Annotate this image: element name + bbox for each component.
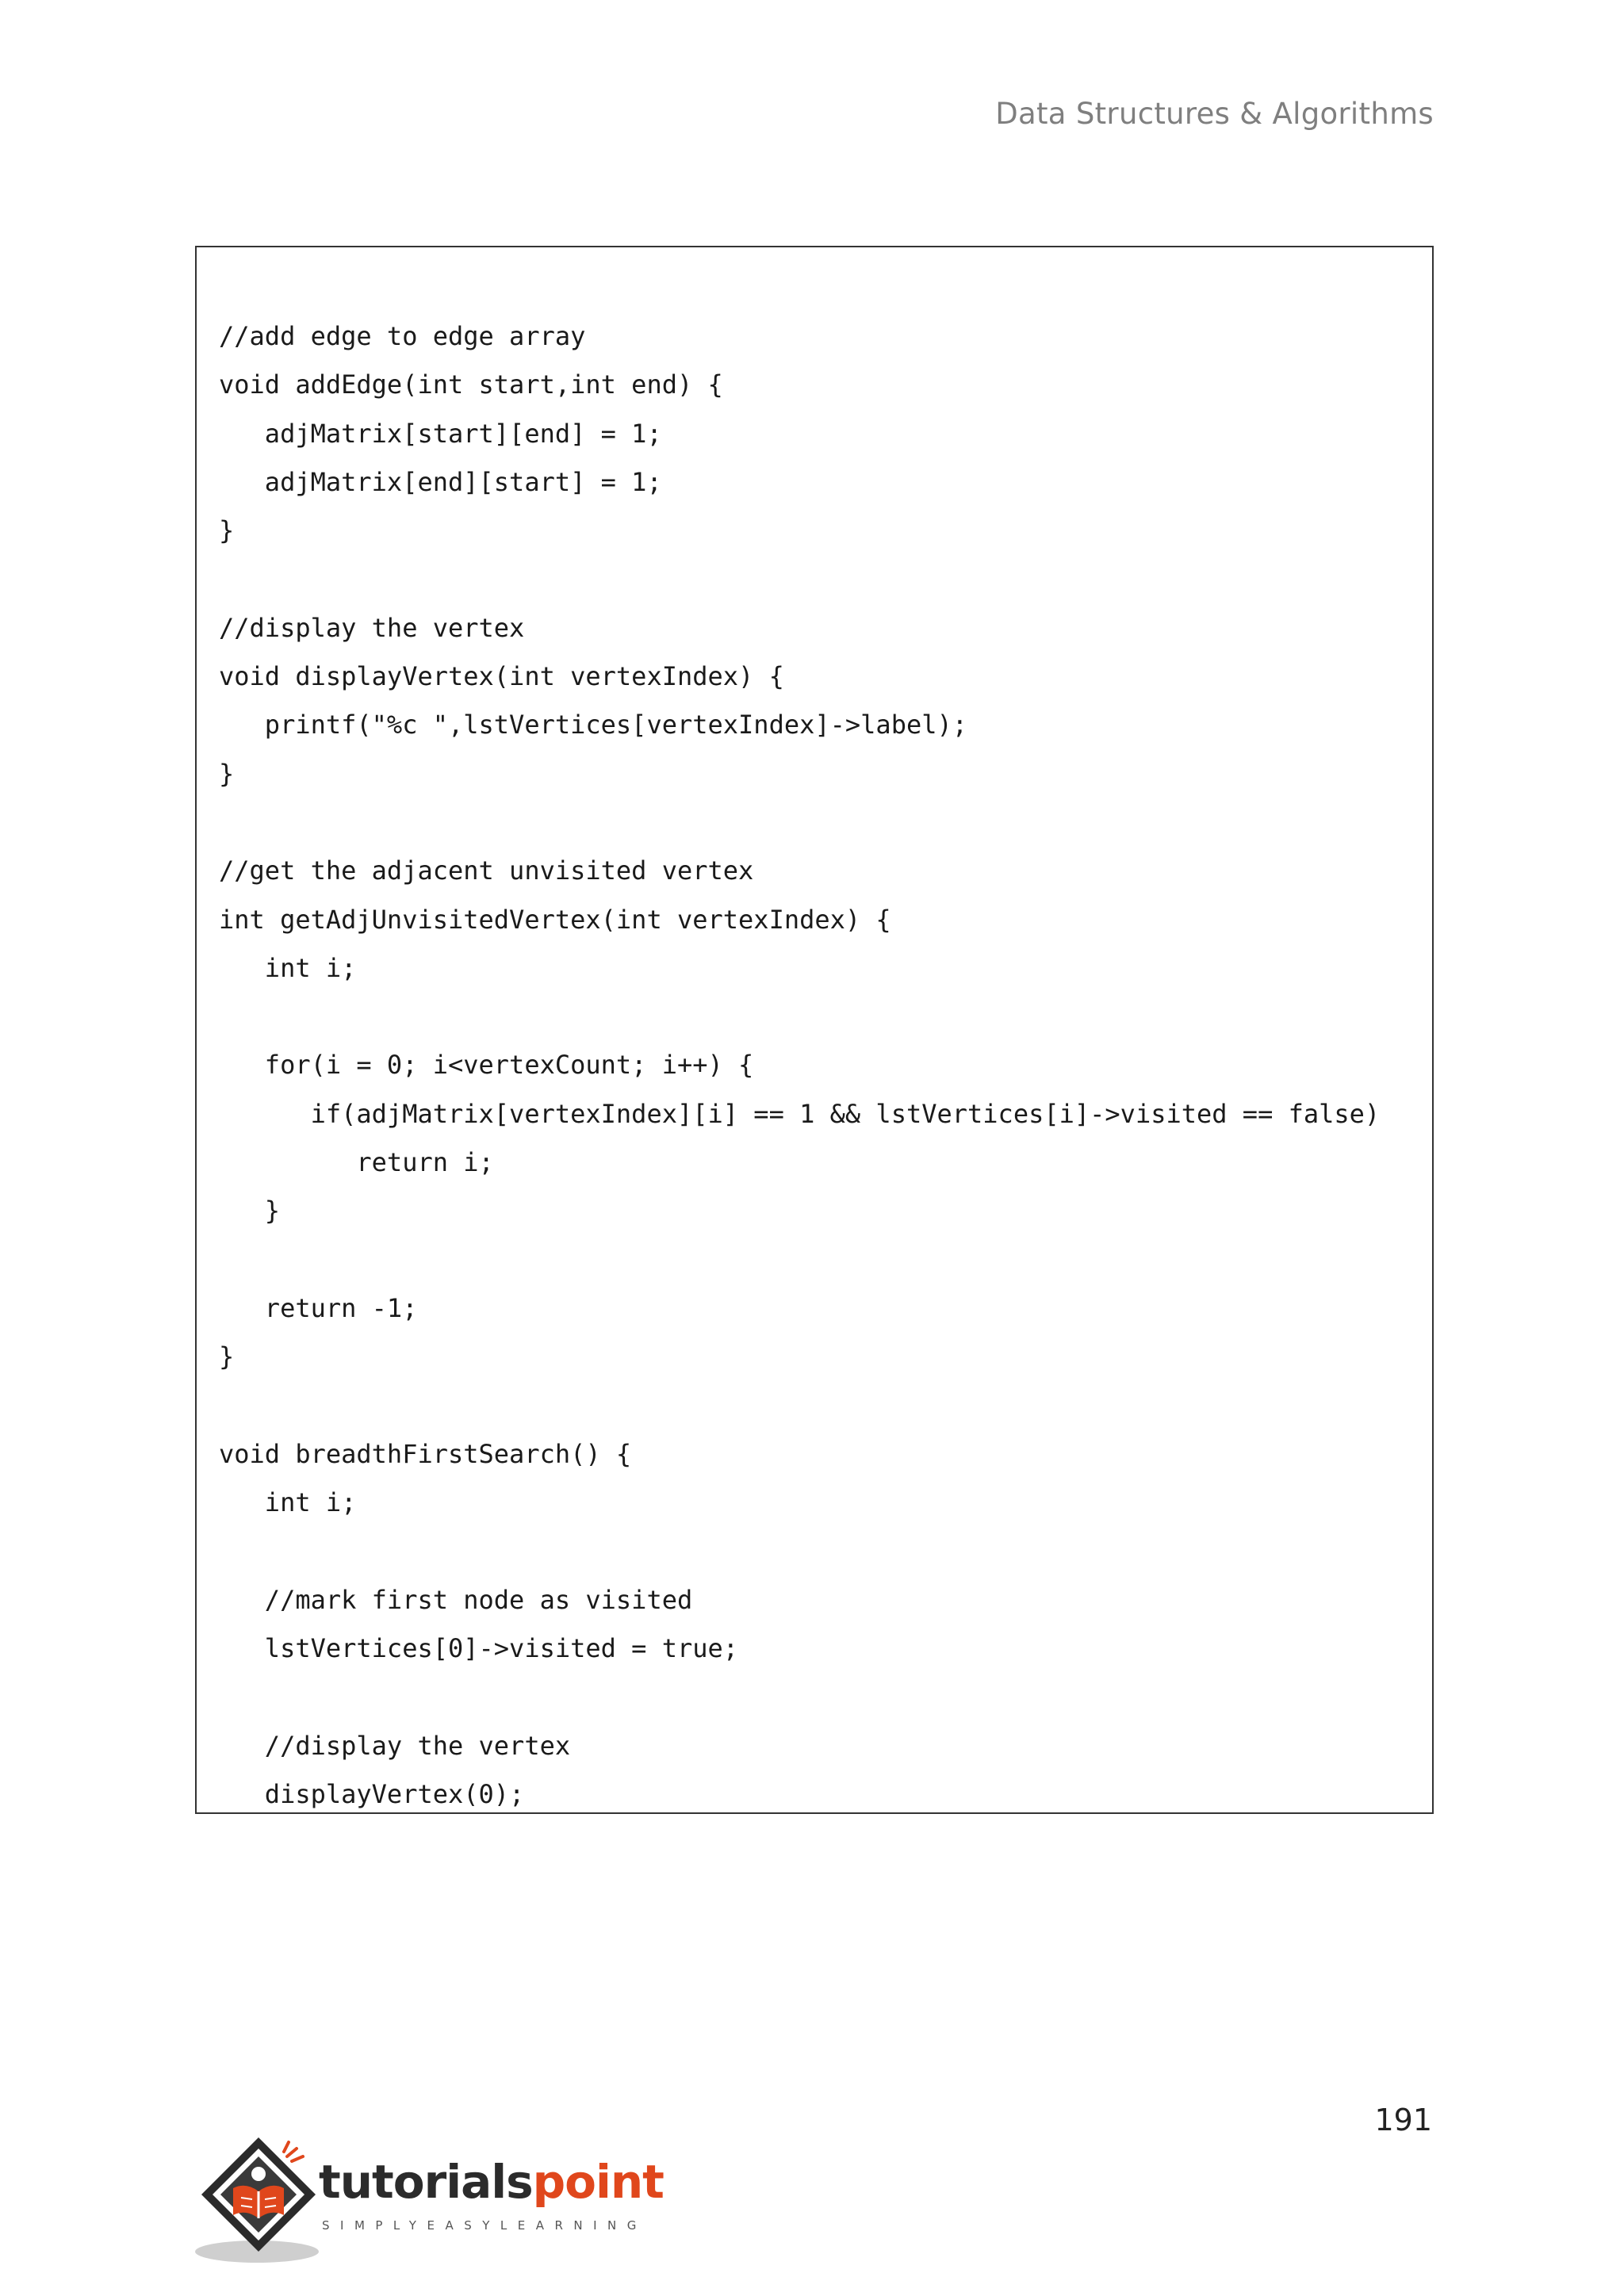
- code-line: [219, 1527, 1416, 1575]
- code-line: printf("%c ",lstVertices[vertexIndex]->label);: [219, 710, 968, 740]
- code-line: //add edge to edge array: [219, 321, 586, 351]
- code-line: lstVertices[0]->visited = true;: [219, 1633, 739, 1664]
- logo-wordmark: [319, 2155, 664, 2209]
- code-line: int getAdjUnvisitedVertex(int vertexIndex) {: [219, 904, 891, 935]
- code-line: return -1;: [219, 1292, 418, 1323]
- code-line: adjMatrix[end][start] = 1;: [219, 466, 662, 497]
- logo-tagline: SIMPLYEASYLEARNING: [322, 2218, 647, 2233]
- code-line: [219, 798, 1416, 847]
- code-line: adjMatrix[start][end] = 1;: [219, 418, 662, 449]
- code-line: [219, 1236, 1416, 1284]
- code-line: }: [219, 758, 235, 789]
- code-line: }: [219, 1341, 235, 1372]
- code-line: for(i = 0; i<vertexCount; i++) {: [219, 1050, 754, 1081]
- code-line: }: [219, 515, 235, 546]
- code-line: return i;: [219, 1147, 494, 1178]
- code-line: [219, 555, 1416, 603]
- code-line: if(adjMatrix[vertexIndex][i] == 1 && lstVertices[i]->visited == false): [219, 1098, 1381, 1129]
- code-line: int i;: [219, 1487, 357, 1518]
- code-line: int i;: [219, 952, 357, 983]
- code-line: //mark first node as visited: [219, 1584, 693, 1615]
- page-number: 191: [1374, 2103, 1432, 2137]
- code-line: //display the vertex: [219, 612, 525, 643]
- code-line: //get the adjacent unvisited vertex: [219, 855, 754, 886]
- logo-word-tutorials: tutorials: [319, 2155, 533, 2209]
- code-line: void breadthFirstSearch() {: [219, 1438, 632, 1469]
- code-line: void addEdge(int start,int end) {: [219, 369, 723, 400]
- logo-icon: [193, 2133, 328, 2267]
- code-block: [195, 246, 1434, 1814]
- code-line: [219, 1382, 1416, 1430]
- logo-word-point: point: [532, 2155, 664, 2209]
- code-line: displayVertex(0);: [219, 1778, 525, 1809]
- code-line: void displayVertex(int vertexIndex) {: [219, 661, 784, 692]
- tutorialspoint-logo: [193, 2133, 664, 2267]
- page-header-title: Data Structures & Algorithms: [995, 97, 1434, 131]
- code-line: //display the vertex: [219, 1730, 571, 1761]
- code-lines: [219, 312, 1416, 1814]
- code-line: [219, 993, 1416, 1041]
- code-line: }: [219, 1196, 281, 1226]
- code-line: [219, 1673, 1416, 1721]
